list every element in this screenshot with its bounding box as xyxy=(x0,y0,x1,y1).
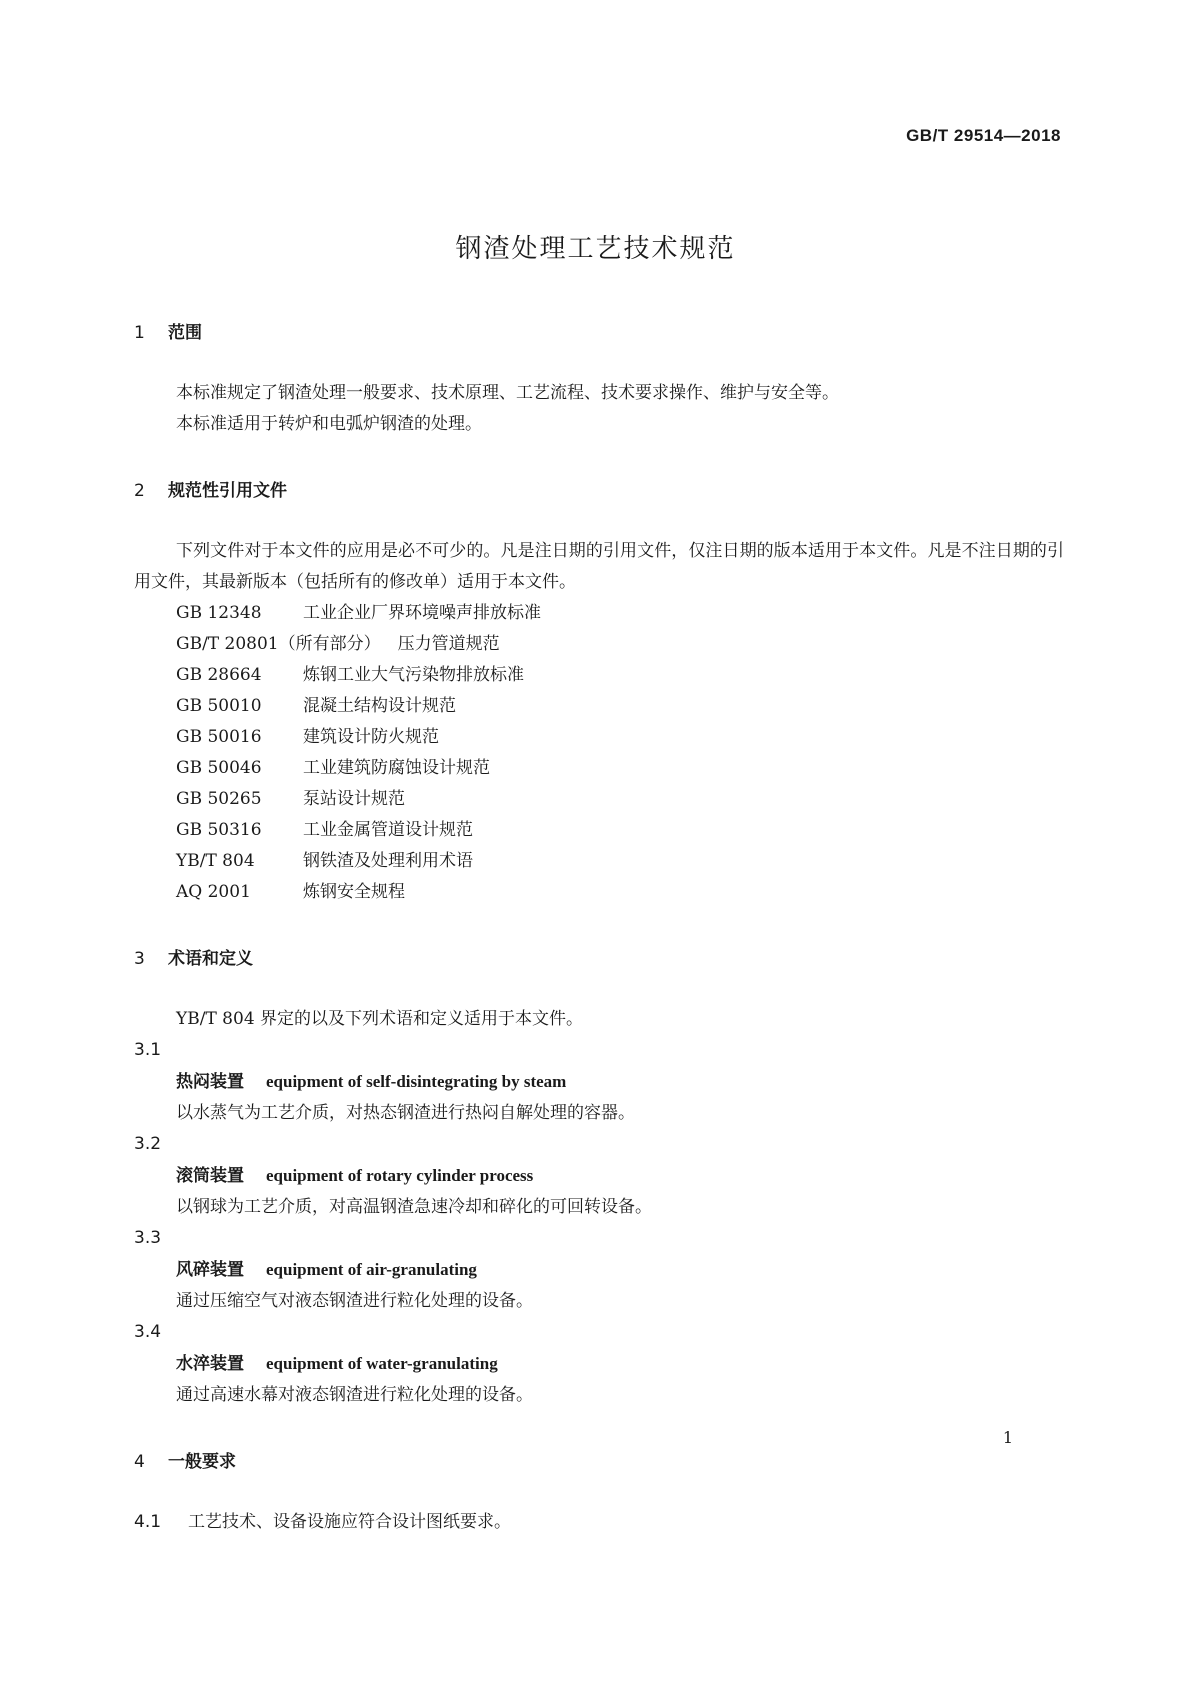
term-name-en: equipment of rotary cylinder process xyxy=(266,1166,534,1185)
section-2-heading xyxy=(134,478,1064,504)
reference-code: GB/T 20801（所有部分） xyxy=(176,634,381,654)
term-number: 3.4 xyxy=(134,1322,162,1342)
section-4-heading xyxy=(134,1449,1064,1475)
reference-code: GB 50016 xyxy=(176,727,262,747)
term-definition: 以水蒸气为工艺介质，对热态钢渣进行热闷自解处理的容器。 xyxy=(176,1103,635,1123)
reference-item xyxy=(134,784,1064,815)
clause-text: 工艺技术、设备设施应符合设计图纸要求。 xyxy=(188,1512,511,1532)
reference-title: 炼钢安全规程 xyxy=(303,882,405,902)
section-3-heading xyxy=(134,946,1064,972)
paragraph: 本标准规定了钢渣处理一般要求、技术原理、工艺流程、技术要求操作、维护与安全等。 xyxy=(176,383,839,403)
reference-item xyxy=(134,877,1064,908)
reference-list xyxy=(134,598,1064,908)
paragraph: 本标准适用于转炉和电弧炉钢渣的处理。 xyxy=(176,414,482,434)
reference-item xyxy=(134,629,1064,660)
term-definition: 通过高速水幕对液态钢渣进行粒化处理的设备。 xyxy=(176,1385,533,1405)
term-definition: 以钢球为工艺介质，对高温钢渣急速冷却和碎化的可回转设备。 xyxy=(176,1197,652,1217)
term-name-zh: 水淬装置 xyxy=(176,1354,244,1374)
section-title: 术语和定义 xyxy=(168,949,253,969)
paragraph: YB/T 804 界定的以及下列术语和定义适用于本文件。 xyxy=(176,1009,584,1029)
paragraph: 下列文件对于本文件的应用是必不可少的。凡是注日期的引用文件，仅注日期的版本适用于本文件。凡是不注日期的引用文件，其最新版本（包括所有的修改单）适用于本文件。 xyxy=(134,541,1064,592)
section-number: 1 xyxy=(134,323,145,343)
page-number: 1 xyxy=(1002,1428,1013,1447)
reference-code: GB 12348 xyxy=(176,603,262,623)
clause-number: 4.1 xyxy=(134,1512,162,1532)
reference-item xyxy=(134,753,1064,784)
reference-title: 混凝土结构设计规范 xyxy=(303,696,456,716)
clause xyxy=(134,1507,1064,1538)
term-number: 3.1 xyxy=(134,1040,162,1060)
reference-code: GB 28664 xyxy=(176,665,262,685)
reference-title: 工业金属管道设计规范 xyxy=(303,820,473,840)
document-title: 钢渣处理工艺技术规范 xyxy=(455,234,736,264)
section-title: 范围 xyxy=(168,323,202,343)
reference-item xyxy=(134,815,1064,846)
term-name-zh: 风碎装置 xyxy=(176,1260,244,1280)
section-1-heading xyxy=(134,320,1064,346)
reference-item xyxy=(134,691,1064,722)
term-number: 3.3 xyxy=(134,1228,162,1248)
term-definition: 通过压缩空气对液态钢渣进行粒化处理的设备。 xyxy=(176,1291,533,1311)
reference-item xyxy=(134,598,1064,629)
term-name xyxy=(134,1066,1064,1098)
reference-code: YB/T 804 xyxy=(176,851,255,871)
reference-title: 泵站设计规范 xyxy=(303,789,405,809)
reference-title: 工业建筑防腐蚀设计规范 xyxy=(303,758,490,778)
term-name-en: equipment of water-granulating xyxy=(266,1354,498,1373)
reference-code: AQ 2001 xyxy=(176,882,251,902)
reference-title: 炼钢工业大气污染物排放标准 xyxy=(303,665,524,685)
reference-code: GB 50010 xyxy=(176,696,262,716)
term-name xyxy=(134,1160,1064,1192)
term-name-zh: 滚筒装置 xyxy=(176,1166,244,1186)
reference-item xyxy=(134,846,1064,877)
standard-code: GB/T 29514—2018 xyxy=(906,126,1061,145)
term-name-zh: 热闷装置 xyxy=(176,1072,244,1092)
reference-title: 建筑设计防火规范 xyxy=(303,727,439,747)
reference-title: 钢铁渣及处理利用术语 xyxy=(303,851,473,871)
reference-code: GB 50316 xyxy=(176,820,262,840)
reference-title: 压力管道规范 xyxy=(397,634,500,654)
term-name xyxy=(134,1348,1064,1380)
document-body xyxy=(134,320,1064,1538)
reference-item xyxy=(134,660,1064,691)
section-title: 规范性引用文件 xyxy=(168,481,287,501)
reference-title: 工业企业厂界环境噪声排放标准 xyxy=(303,603,541,623)
section-title: 一般要求 xyxy=(168,1452,236,1472)
term-name-en: equipment of self-disintegrating by steam xyxy=(266,1072,567,1091)
reference-code: GB 50046 xyxy=(176,758,262,778)
term-number: 3.2 xyxy=(134,1134,162,1154)
section-number: 3 xyxy=(134,949,145,969)
term-name xyxy=(134,1254,1064,1286)
reference-item xyxy=(134,722,1064,753)
section-number: 2 xyxy=(134,481,145,501)
section-number: 4 xyxy=(134,1452,145,1472)
reference-code: GB 50265 xyxy=(176,789,262,809)
term-name-en: equipment of air-granulating xyxy=(266,1260,477,1279)
